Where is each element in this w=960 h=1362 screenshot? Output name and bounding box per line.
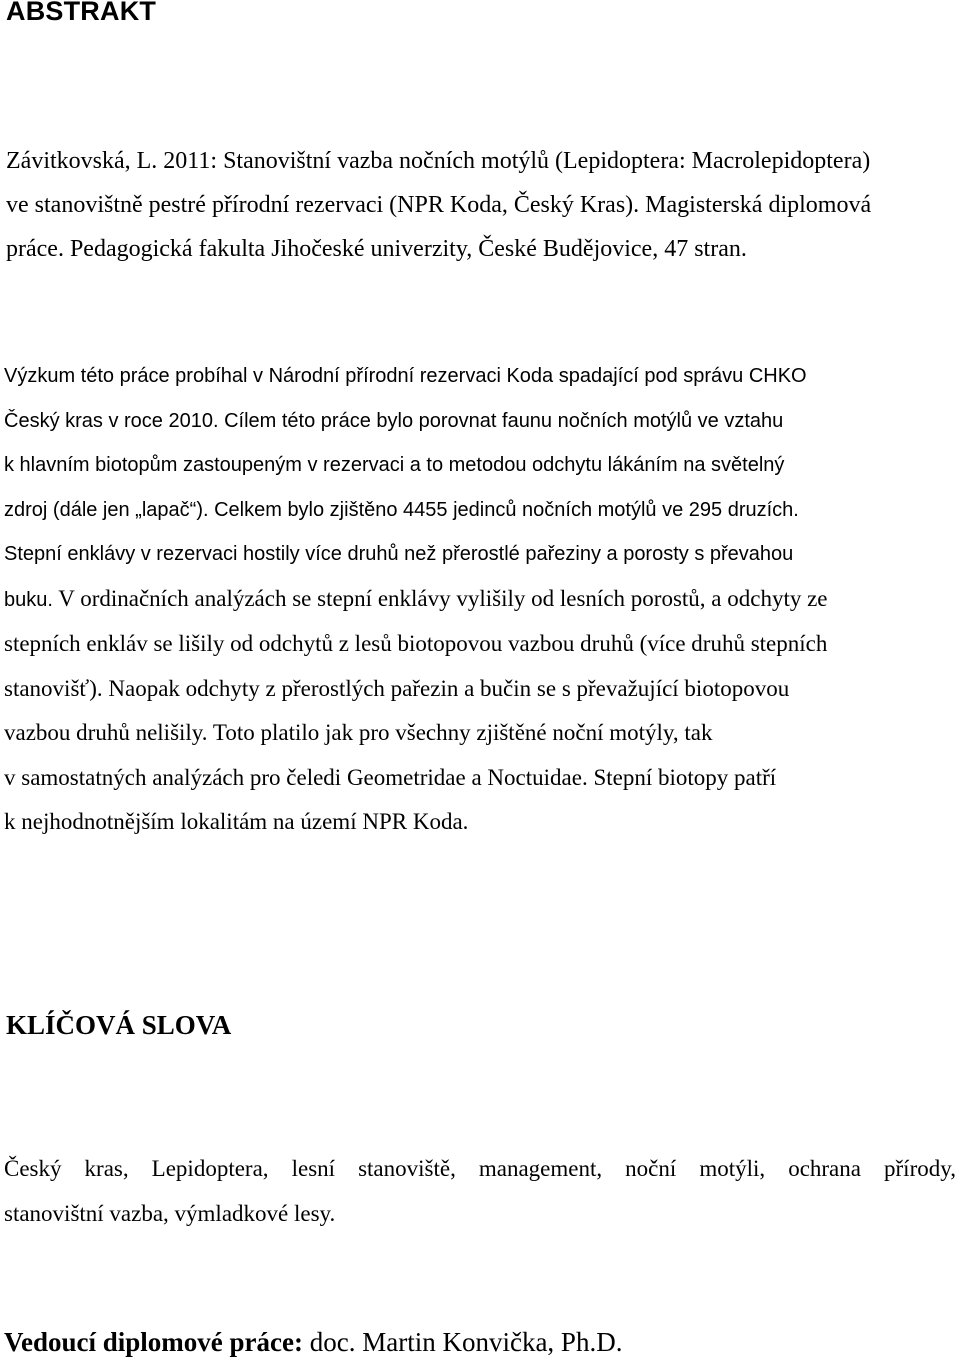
abstract-line: v samostatných analýzách pro čeledi Geometridae a Noctuidae. Stepní biotopy patří: [4, 764, 777, 790]
keywords-heading: KLÍČOVÁ SLOVA: [6, 1010, 232, 1040]
keywords-paragraph: [4, 1146, 956, 1236]
citation-paragraph: [6, 139, 956, 271]
citation-line: práce. Pedagogická fakulta Jihočeské univerzity, České Budějovice, 47 stran.: [6, 236, 747, 262]
supervisor-name: doc. Martin Konvička, Ph.D.: [303, 1327, 623, 1357]
abstract-line: stepních enkláv se lišily od odchytů z lesů biotopovou vazbou druhů (více druhů stepních: [4, 631, 828, 656]
citation-line: ve stanovištně pestré přírodní rezervaci (NPR Koda, Český Kras). Magisterská diplomová: [6, 192, 872, 218]
abstract-line: k nejhodnotnějším lokalitám na území NPR Koda.: [4, 809, 469, 834]
abstract-line-part: V ordinačních analýzách se stepní enklávy vylišily od lesních porostů, a odchyty ze: [52, 585, 828, 611]
abstract-line-part: buku.: [4, 588, 53, 611]
supervisor-line: [4, 1325, 622, 1359]
supervisor-label: Vedoucí diplomové práce:: [4, 1327, 303, 1357]
abstract-line: Stepní enklávy v rezervaci hostily více druhů než přerostlé pařeziny a porosty s převahou: [4, 543, 794, 565]
abstract-line: k hlavním biotopům zastoupeným v rezervaci a to metodou odchytu lákáním na světelný: [4, 454, 785, 476]
abstract-line: stanovišť). Naopak odchyty z přerostlých pařezin a bučin se s převažující biotopovou: [4, 675, 790, 701]
abstract-line: zdroj (dále jen „lapač“). Celkem bylo zjištěno 4455 jedinců nočních motýlů ve 295 druzích.: [4, 498, 799, 521]
keywords-line: stanovištní vazba, výmladkové lesy.: [4, 1201, 336, 1226]
citation-line: Závitkovská, L. 2011: Stanovištní vazba nočních motýlů (Lepidoptera: Macrolepidoptera): [6, 148, 871, 174]
abstract-heading: ABSTRAKT: [6, 0, 157, 26]
abstract-line: [4, 577, 956, 623]
abstract-body-paragraph: [4, 354, 956, 845]
abstract-line: Výzkum této práce probíhal v Národní přírodní rezervaci Koda spadající pod správu CHKO: [4, 365, 807, 387]
abstract-line: vazbou druhů nelišily. Toto platilo jak pro všechny zjištěné noční motýly, tak: [4, 720, 713, 745]
abstract-line: Český kras v roce 2010. Cílem této práce bylo porovnat faunu nočních motýlů ve vztahu: [4, 409, 784, 432]
keywords-line: Český kras, Lepidoptera, lesní stanoviště, management, noční motýli, ochrana přírody,: [4, 1156, 956, 1181]
